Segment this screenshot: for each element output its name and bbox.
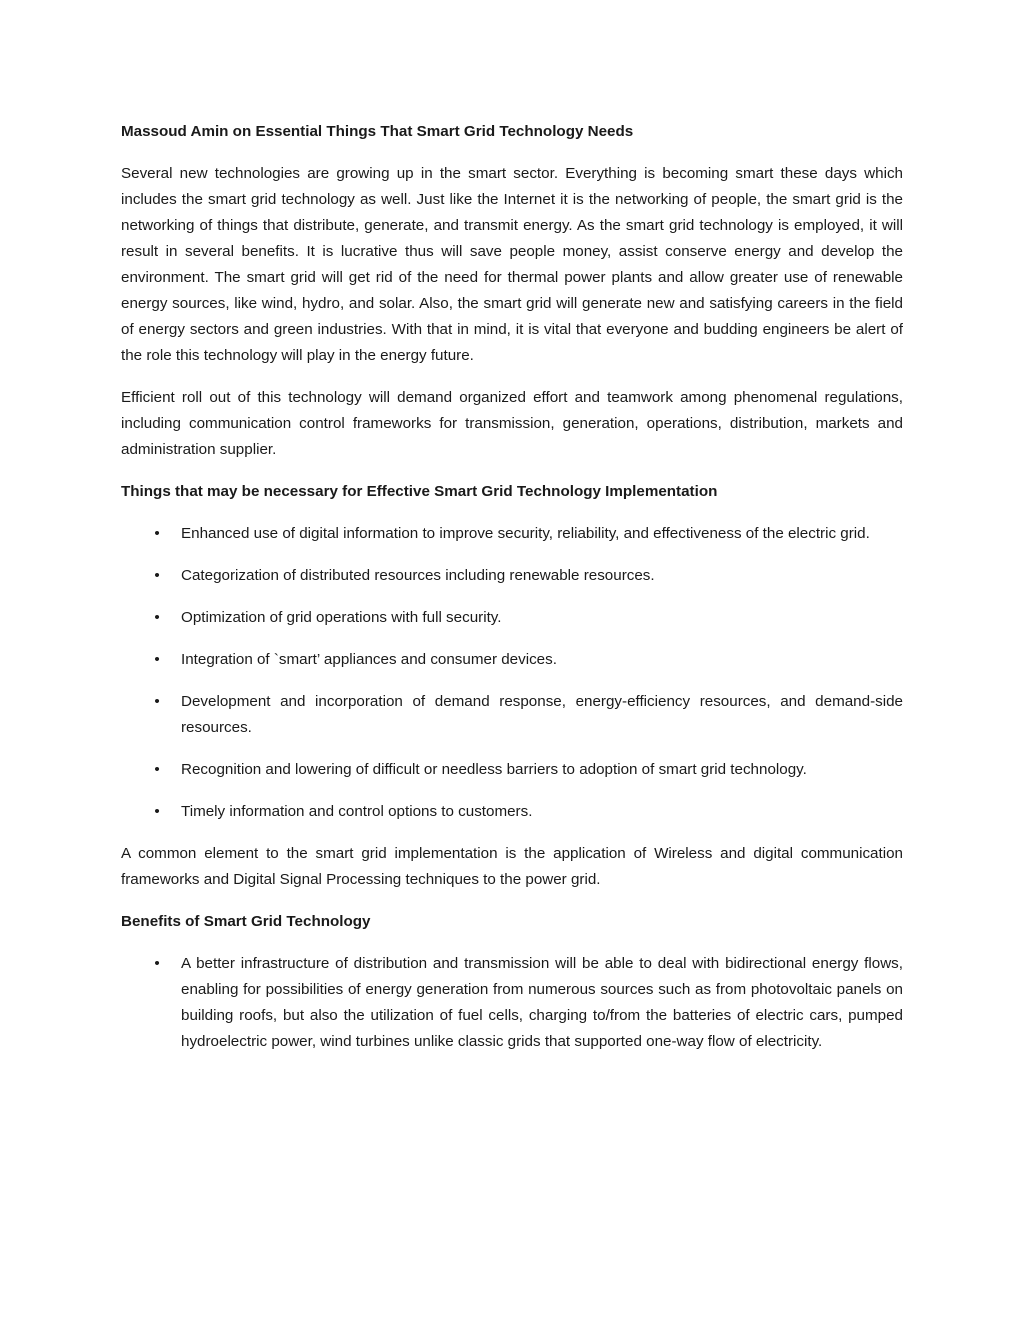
list-item — [121, 951, 903, 1055]
list-item — [121, 757, 903, 783]
document-page — [121, 119, 903, 1071]
bullet-icon: • — [154, 761, 160, 778]
list-item — [121, 689, 903, 741]
document-title: Massoud Amin on Essential Things That Smart Grid Technology Needs — [121, 123, 634, 140]
list-item-text: Recognition and lowering of difficult or needless barriers to adoption of smart grid technology. — [181, 761, 807, 778]
bullet-icon: • — [154, 609, 160, 626]
list-item — [121, 563, 903, 589]
intro-paragraph-1: Several new technologies are growing up in the smart sector. Everything is becoming smart these days which includes the smart grid technology as well. Just like the Internet it is the networking of people, the smart grid is the networking of things that distribute, generate, and transmit energy. As the smart grid technology is employed, it will result in several benefits. It is lucrative thus will save people money, assist conserve energy and develop the environment. The smart grid will get rid of the need for thermal power plants and allow greater use of renewable energy sources, like wind, hydro, and solar. Also, the smart grid will generate new and satisfying careers in the field of energy sectors and green industries. With that in mind, it is vital that everyone and budding engineers be alert of the role this technology will play in the energy future. — [121, 165, 903, 364]
section-heading-benefits: Benefits of Smart Grid Technology — [121, 913, 371, 930]
list-item-text: Timely information and control options to customers. — [181, 803, 533, 820]
list-item — [121, 521, 903, 547]
list-item — [121, 605, 903, 631]
implementation-closing-paragraph: A common element to the smart grid implementation is the application of Wireless and digital communication frameworks and Digital Signal Processing techniques to the power grid. — [121, 845, 903, 888]
bullet-icon: • — [154, 693, 160, 710]
list-item-text: Enhanced use of digital information to improve security, reliability, and effectiveness of the electric grid. — [181, 525, 870, 542]
bullet-icon: • — [154, 651, 160, 668]
list-item-text: Integration of `smart’ appliances and consumer devices. — [181, 651, 557, 668]
list-item — [121, 799, 903, 825]
bullet-icon: • — [154, 525, 160, 542]
implementation-bullet-list — [121, 521, 903, 825]
bullet-icon: • — [154, 955, 160, 972]
intro-paragraph-2: Efficient roll out of this technology will demand organized effort and teamwork among phenomenal regulations, including communication control frameworks for transmission, generation, operations, distribution, markets and administration supplier. — [121, 389, 903, 458]
list-item-text: Optimization of grid operations with full security. — [181, 609, 502, 626]
list-item-text: A better infrastructure of distribution and transmission will be able to deal with bidirectional energy flows, enabling for possibilities of energy generation from numerous sources such as from photovoltaic panels on building roofs, but also the utilization of fuel cells, charging to/from the batteries of electric cars, pumped hydroelectric power, wind turbines unlike classic grids that supported one-way flow of electricity. — [181, 955, 903, 1050]
section-heading-implementation: Things that may be necessary for Effective Smart Grid Technology Implementation — [121, 483, 718, 500]
list-item — [121, 647, 903, 673]
benefits-bullet-list — [121, 951, 903, 1055]
bullet-icon: • — [154, 803, 160, 820]
list-item-text: Development and incorporation of demand response, energy-efficiency resources, and demand-side resources. — [181, 693, 903, 736]
list-item-text: Categorization of distributed resources including renewable resources. — [181, 567, 655, 584]
bullet-icon: • — [154, 567, 160, 584]
